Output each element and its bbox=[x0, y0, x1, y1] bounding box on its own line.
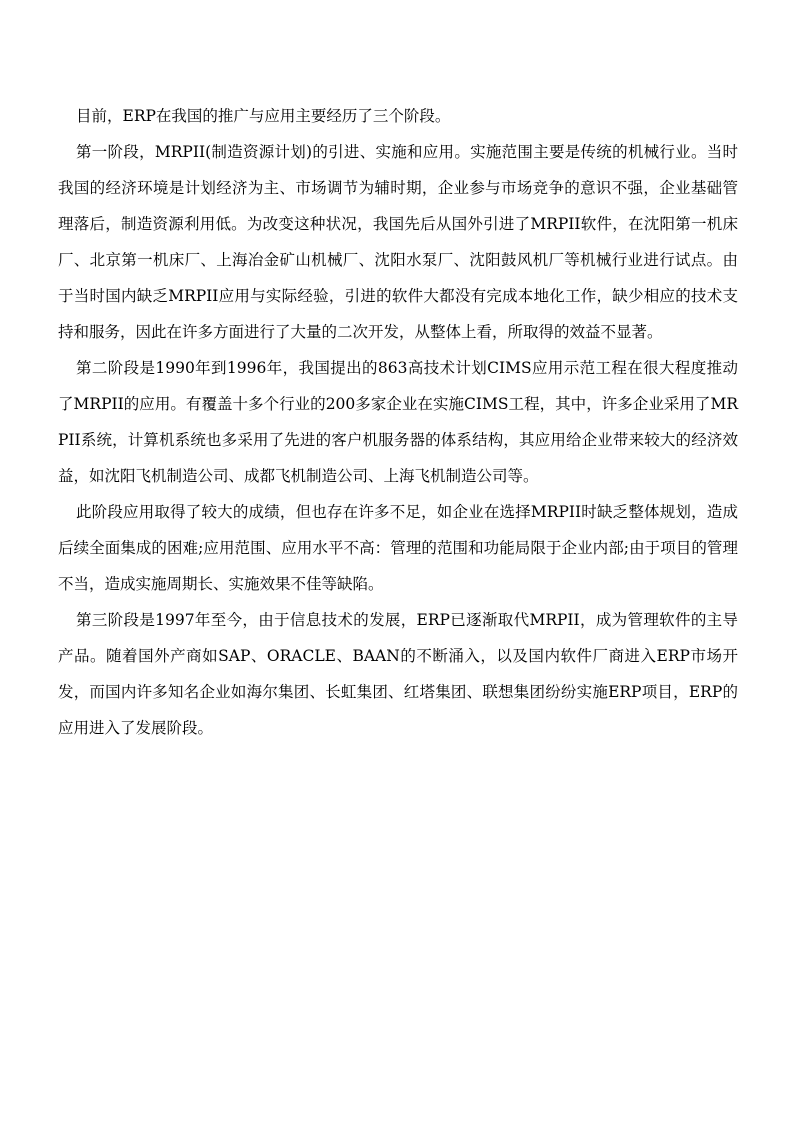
paragraph-stage-three: 第三阶段是1997年至今，由于信息技术的发展，ERP已逐渐取代MRPII，成为管理软件的主导产品。随着国外产商如SAP、ORACLE、BAAN的不断涌入，以及国内软件厂商进入ERP市场开发，而国内许多知名企业如海尔集团、长虹集团、红塔集团、联想集团纷纷实施ERP项目，ERP的应用进入了发展阶段。 bbox=[58, 611, 738, 737]
paragraph-stage-two: 第二阶段是1990年到1996年，我国提出的863高技术计划CIMS应用示范工程在很大程度推动了MRPII的应用。有覆盖十多个行业的200多家企业在实施CIMS工程，其中，许多企业采用了MRPII系统，计算机系统也多采用了先进的客户机服务器的体系结构，其应用给企业带来较大的经济效益，如沈阳飞机制造公司、成都飞机制造公司、上海飞机制造公司等。 bbox=[58, 359, 738, 485]
paragraph-intro: 目前，ERP在我国的推广与应用主要经历了三个阶段。 bbox=[76, 107, 451, 125]
paragraph-stage-two-assessment: 此阶段应用取得了较大的成绩，但也存在许多不足，如企业在选择MRPII时缺乏整体规划，造成后续全面集成的困难;应用范围、应用水平不高：管理的范围和功能局限于企业内部;由于项目的管理不当，造成实施周期长、实施效果不佳等缺陷。 bbox=[58, 503, 738, 593]
document-body bbox=[58, 98, 738, 746]
paragraph-stage-one: 第一阶段，MRPII(制造资源计划)的引进、实施和应用。实施范围主要是传统的机械行业。当时我国的经济环境是计划经济为主、市场调节为辅时期，企业参与市场竞争的意识不强，企业基础管理落后，制造资源利用低。为改变这种状况，我国先后从国外引进了MRPII软件，在沈阳第一机床厂、北京第一机床厂、上海冶金矿山机械厂、沈阳水泵厂、沈阳鼓风机厂等机械行业进行试点。由于当时国内缺乏MRPII应用与实际经验，引进的软件大都没有完成本地化工作，缺少相应的技术支持和服务，因此在许多方面进行了大量的二次开发，从整体上看，所取得的效益不显著。 bbox=[58, 143, 738, 341]
